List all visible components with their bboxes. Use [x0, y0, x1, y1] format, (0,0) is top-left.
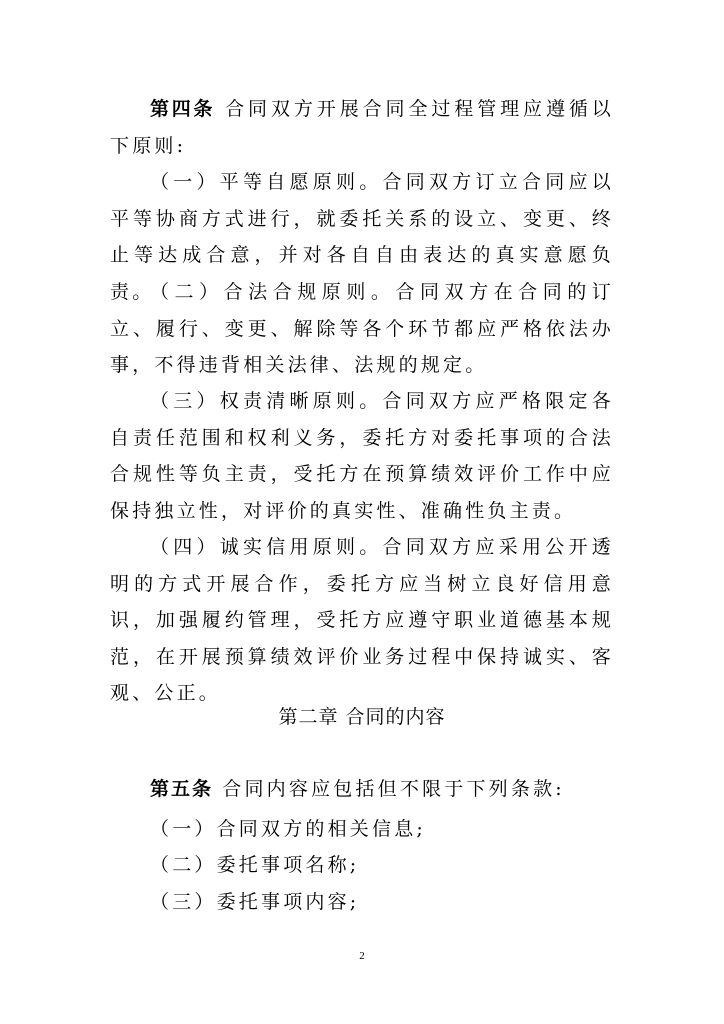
- article-5-heading: 第五条: [150, 778, 214, 800]
- article-5-item-2: （二）委托事项名称;: [150, 854, 360, 876]
- article-4-intro: 合同双方开展合同全过程管理应遵循以下原则:: [110, 98, 614, 157]
- article-5-intro: 合同内容应包括但不限于下列条款:: [222, 778, 565, 800]
- article-4-paragraph: [110, 91, 614, 164]
- page-number: 2: [359, 950, 365, 962]
- article-5-paragraph: [110, 771, 614, 808]
- principle-4-paragraph: （四）诚实信用原则。合同双方应采用公开透明的方式开展合作，委托方应当树立良好信用意识，加强履约管理，受托方应遵守职业道德基本规范，在开展预算绩效评价业务过程中保持诚实、客观、公正。: [110, 536, 614, 704]
- principle-2-paragraph: （二）合法合规原则。合同双方在合同的订立、履行、变更、解除等各个环节都应严格依法办事，不得违背相关法律、法规的规定。: [110, 281, 614, 376]
- principle-3-paragraph: （三）权责清晰原则。合同双方应严格限定各自责任范围和权利义务，委托方对委托事项的合法合规性等负主责，受托方在预算绩效评价工作中应保持独立性，对评价的真实性、准确性负主责。: [110, 390, 614, 522]
- article-5-item-1: （一）合同双方的相关信息;: [150, 818, 427, 840]
- article-4-heading: 第四条: [150, 98, 216, 120]
- chapter-2-title: 第二章 合同的内容: [278, 706, 446, 728]
- article-5-item-3: （三）委托事项内容;: [150, 891, 360, 913]
- principle-1-paragraph: （一）平等自愿原则。合同双方订立合同应以平等协商方式进行，就委托关系的设立、变更、终止等达成合意，并对各自自由表达的真实意愿负责。: [110, 171, 614, 303]
